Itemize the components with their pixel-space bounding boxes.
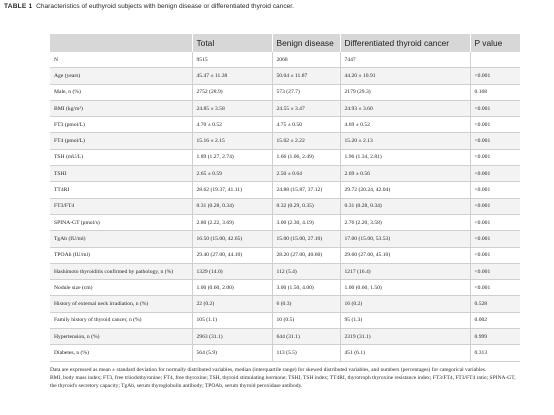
- table-cell: 0.31 (0.28, 0.34): [192, 198, 272, 214]
- table-cell: <0.001: [470, 133, 520, 149]
- table-cell: [470, 52, 520, 68]
- row-label: N: [50, 52, 192, 68]
- row-label: BMI (kg/m²): [50, 100, 192, 116]
- row-label: Nodule size (cm): [50, 280, 192, 296]
- table-cell: <0.001: [470, 100, 520, 116]
- table-cell: <0.001: [470, 247, 520, 263]
- table-cell: 29.72 (20.24, 42.04): [340, 182, 470, 198]
- table-cell: 105 (1.1): [192, 312, 272, 328]
- row-label: Diabetes, n (%): [50, 345, 192, 361]
- table-cell: 24.93 ± 3.60: [340, 100, 470, 116]
- table-footnotes: [50, 366, 518, 391]
- table-cell: 9515: [192, 52, 272, 68]
- table-cell: 24.85 ± 3.58: [192, 100, 272, 116]
- table-cell: 15.02 ± 2.22: [272, 133, 340, 149]
- table-cell: 2.76 (2.20, 3.58): [340, 214, 470, 230]
- table-cell: 113 (5.5): [272, 345, 340, 361]
- row-label: Age (years): [50, 68, 192, 84]
- table-row: [50, 214, 520, 230]
- table-cell: <0.001: [470, 231, 520, 247]
- table-cell: 22 (0.2): [192, 296, 272, 312]
- table-cell: 44.20 ± 10.91: [340, 68, 470, 84]
- row-label: FT4 (pmol/L): [50, 133, 192, 149]
- table-cell: 3.00 (2.30, 4.19): [272, 214, 340, 230]
- table-cell: 2.69 ± 0.56: [340, 166, 470, 182]
- table-cell: 1329 (14.0): [192, 263, 272, 279]
- table-cell: 17.00 (15.00, 53.53): [340, 231, 470, 247]
- table-cell: 10 (0.5): [272, 312, 340, 328]
- table-cell: 2.80 (2.22, 3.69): [192, 214, 272, 230]
- table-cell: 2068: [272, 52, 340, 68]
- table-cell: 95 (1.3): [340, 312, 470, 328]
- table-cell: 24.55 ± 3.47: [272, 100, 340, 116]
- table-cell: 28.20 (27.00, 40.60): [272, 247, 340, 263]
- table-cell: <0.001: [470, 280, 520, 296]
- table-cell: 1.00 (0.60, 2.00): [192, 280, 272, 296]
- table-cell: 24.88 (15.87, 37.12): [272, 182, 340, 198]
- row-label: Male, n (%): [50, 84, 192, 100]
- table-cell: 16 (0.2): [340, 296, 470, 312]
- table-cell: 0.32 (0.29, 0.35): [272, 198, 340, 214]
- table-cell: 29.60 (27.00, 45.10): [340, 247, 470, 263]
- table-row: [50, 247, 520, 263]
- table-cell: <0.001: [470, 117, 520, 133]
- column-header: Benign disease: [272, 34, 340, 52]
- table-row: [50, 182, 520, 198]
- table-row: [50, 296, 520, 312]
- row-label: Hashimoto thyroiditis confirmed by pathology, n (%): [50, 263, 192, 279]
- row-label: SPINA-GT (pmol/s): [50, 214, 192, 230]
- table-row: [50, 280, 520, 296]
- table-cell: 0.313: [470, 345, 520, 361]
- table-cell: <0.001: [470, 166, 520, 182]
- table-cell: 2752 (28.9): [192, 84, 272, 100]
- table-cell: 2963 (31.1): [192, 329, 272, 345]
- column-header: [50, 34, 192, 52]
- table-cell: 28.62 (19.37, 41.11): [192, 182, 272, 198]
- row-label: FT3 (pmol/L): [50, 117, 192, 133]
- row-label: Hypertension, n (%): [50, 329, 192, 345]
- table-title: Characteristics of euthyroid subjects with benign disease or differentiated thyroid cancer.: [36, 3, 294, 10]
- table-row: [50, 263, 520, 279]
- table-row: [50, 312, 520, 328]
- table-row: [50, 133, 520, 149]
- table-cell: 1217 (16.4): [340, 263, 470, 279]
- table-cell: 0.168: [470, 84, 520, 100]
- row-label: TSH (mU/L): [50, 149, 192, 165]
- table-row: [50, 166, 520, 182]
- row-label: Family history of thyroid cancer, n (%): [50, 312, 192, 328]
- table-row: [50, 231, 520, 247]
- table-cell: 451 (6.1): [340, 345, 470, 361]
- row-label: TSHI: [50, 166, 192, 182]
- row-label: TgAb (IU/ml): [50, 231, 192, 247]
- table-cell: 1.00 (0.60, 1.50): [340, 280, 470, 296]
- table-label: TABLE 1: [4, 3, 33, 10]
- column-header: P value: [470, 34, 520, 52]
- table-cell: 15.00 (15.00, 27.10): [272, 231, 340, 247]
- table-row: [50, 52, 520, 68]
- table-cell: 7447: [340, 52, 470, 68]
- table-cell: 45.47 ± 11.38: [192, 68, 272, 84]
- column-header: Total: [192, 34, 272, 52]
- characteristics-table: [50, 34, 520, 362]
- row-label: TT4RI: [50, 182, 192, 198]
- table-cell: 2179 (29.3): [340, 84, 470, 100]
- column-header: Differentiated thyroid cancer: [340, 34, 470, 52]
- table-cell: 3.00 (1.50, 4.00): [272, 280, 340, 296]
- table-cell: 2.65 ± 0.59: [192, 166, 272, 182]
- table-cell: 0.31 (0.28, 0.34): [340, 198, 470, 214]
- table-cell: 1.96 (1.34, 2.81): [340, 149, 470, 165]
- row-label: FT3/FT4: [50, 198, 192, 214]
- table-cell: <0.001: [470, 182, 520, 198]
- table-row: [50, 100, 520, 116]
- table-cell: 50.04 ± 11.87: [272, 68, 340, 84]
- table-cell: 29.40 (27.00, 44.10): [192, 247, 272, 263]
- table-cell: 2319 (31.1): [340, 329, 470, 345]
- table-cell: <0.001: [470, 68, 520, 84]
- table-cell: <0.001: [470, 149, 520, 165]
- table-cell: 0.002: [470, 312, 520, 328]
- table-cell: 0.999: [470, 329, 520, 345]
- table-cell: 15.16 ± 2.15: [192, 133, 272, 149]
- table-row: [50, 345, 520, 361]
- table-cell: 0.528: [470, 296, 520, 312]
- footnote-abbreviations: BMI, body mass index; FT3, free triiodothyronine; FT4, free thyroxine; TSH, thyroid stimulating hormone; TSHI, TSH index; TT4RI, thyrotroph thyroxine resistance index; FT3/FT4, FT3/FT4 ratio; SPINA-GT, the thyroid's secretory capacity; TgAb, serum thyroglobulin antibody; TPOAb, serum thyroid peroxidase antibody.: [50, 375, 516, 390]
- table-cell: 573 (27.7): [272, 84, 340, 100]
- table-cell: 644 (31.1): [272, 329, 340, 345]
- table-body: [50, 52, 520, 361]
- table-header-row: [50, 34, 520, 52]
- table-cell: 1.89 (1.27, 2.74): [192, 149, 272, 165]
- table-cell: 16.50 (15.00, 42.65): [192, 231, 272, 247]
- table-cell: 1.66 (1.06, 2.49): [272, 149, 340, 165]
- table-cell: 2.50 ± 0.64: [272, 166, 340, 182]
- footnote-abbreviation-definitions: Data are expressed as mean ± standard deviation for normally distributed variables, median (interquartile range) for skewed distributed variables, and numbers (percentages) for categorical variables.: [50, 367, 487, 373]
- table-cell: 564 (5.9): [192, 345, 272, 361]
- table-caption: [4, 3, 550, 10]
- row-label: History of external neck irradiation, n (%): [50, 296, 192, 312]
- table-row: [50, 198, 520, 214]
- table-row: [50, 329, 520, 345]
- table-cell: <0.001: [470, 198, 520, 214]
- table-row: [50, 84, 520, 100]
- table-cell: <0.001: [470, 214, 520, 230]
- table-cell: <0.001: [470, 263, 520, 279]
- table-row: [50, 68, 520, 84]
- table-row: [50, 117, 520, 133]
- table-cell: 112 (5.4): [272, 263, 340, 279]
- table-cell: 4.69 ± 0.52: [340, 117, 470, 133]
- row-label: TPOAb (IU/ml): [50, 247, 192, 263]
- table-row: [50, 149, 520, 165]
- table-cell: 4.70 ± 0.52: [192, 117, 272, 133]
- table-cell: 4.75 ± 0.50: [272, 117, 340, 133]
- table-cell: 15.20 ± 2.13: [340, 133, 470, 149]
- table-cell: 6 (0.3): [272, 296, 340, 312]
